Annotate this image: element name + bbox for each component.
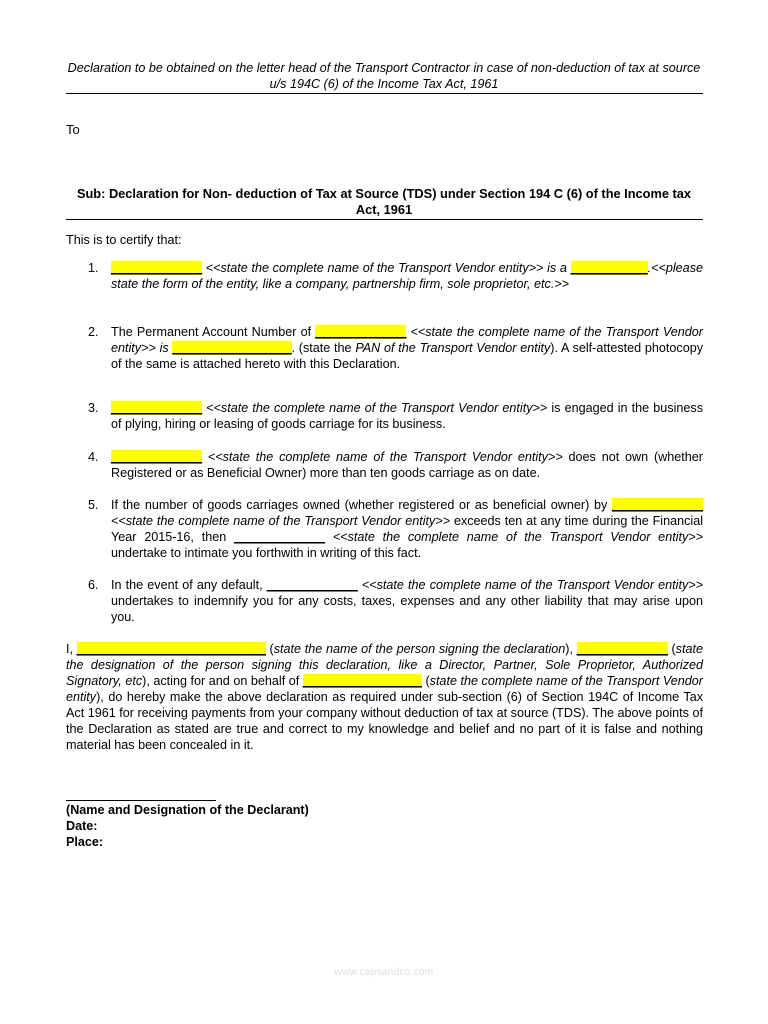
list-item-6 xyxy=(66,578,703,626)
footer-watermark: www.capsandco.com xyxy=(334,967,434,978)
entity-form-blank[interactable]: ___________ xyxy=(570,261,648,275)
item-number: 2. xyxy=(88,325,99,339)
item-text: The Permanent Account Number of xyxy=(111,325,316,339)
declaration-text: ( xyxy=(667,642,676,656)
declaration-text: ), xyxy=(565,642,577,656)
item-number: 5. xyxy=(88,498,99,512)
date-label: Date: xyxy=(66,819,98,833)
list-item-2 xyxy=(66,325,703,373)
entity-name-blank[interactable]: _________________ xyxy=(302,674,422,688)
intro-text: This is to certify that: xyxy=(66,233,182,247)
item-text: undertakes to indemnify you for any costs, taxes, expenses and any other liability that may arise upon you. xyxy=(111,593,703,624)
declaration-paragraph xyxy=(66,641,703,753)
declaration-text: state the designation of the person signing this declaration, like a Director, Partner, Sole Proprietor, Authorized Signatory, etc xyxy=(66,642,703,688)
item-text: .<<please state the form of the entity, like a company, partnership firm, sole proprietor, etc.>> xyxy=(111,261,703,291)
entity-name-blank[interactable]: _____________ xyxy=(315,325,407,339)
subject-divider xyxy=(66,219,703,220)
item-text: <<state the complete name of the Transport Vendor entity>> xyxy=(325,529,703,544)
declaration-text: ), do hereby make the above declaration as required under sub-section (6) of Section 194C of Income Tax Act 1961 for receiving payments from your company without deduction of tax at source (TDS). The above points of the Declaration as stated are true and correct to my knowledge and belief and no part of it is false and nothing material has been concealed in it. xyxy=(66,690,703,752)
declaration-text: state the name of the person signing the declaration xyxy=(273,642,566,656)
item-number: 4. xyxy=(88,450,99,464)
pan-blank[interactable]: _________________ xyxy=(172,340,292,355)
item-text: <<state the complete name of the Transport Vendor entity>> is xyxy=(111,325,703,355)
designation-blank[interactable]: _____________ xyxy=(576,642,668,656)
item-text: exceeds ten at any time during the Financial Year 2015-16, then xyxy=(111,513,703,544)
entity-name-blank[interactable]: _____________ xyxy=(266,578,358,592)
item-text: does not own (whether Registered or as Beneficial Owner) more than ten goods carriage as on date. xyxy=(111,450,703,480)
entity-name-blank[interactable]: _____________ xyxy=(111,261,203,275)
declaration-text: ( xyxy=(421,674,430,688)
subject-heading: Sub: Declaration for Non- deduction of Tax at Source (TDS) under Section 194 C (6) of the Income tax Act, 1961 xyxy=(76,186,692,217)
list-item-5 xyxy=(66,498,703,562)
item-text: <<state the complete name of the Transport Vendor entity>> is a xyxy=(202,261,571,275)
entity-name-blank[interactable]: _____________ xyxy=(111,401,203,415)
item-number: 6. xyxy=(88,578,99,592)
list-item-4 xyxy=(66,450,703,482)
signature-block xyxy=(66,802,309,850)
header-divider xyxy=(66,93,703,94)
entity-name-blank[interactable]: _____________ xyxy=(233,529,326,544)
declaration-text: state the complete name of the Transport Vendor entity xyxy=(66,674,704,704)
item-text: undertake to intimate you forthwith in writing of this fact. xyxy=(111,545,422,560)
declaration-text: ( xyxy=(265,642,274,656)
header-note: Declaration to be obtained on the letter head of the Transport Contractor in case of non-deduction of tax at source u/s 194C (6) of the Income Tax Act, 1961 xyxy=(67,61,701,91)
list-item-3 xyxy=(66,401,703,433)
item-text: ). A self-attested photocopy of the same is attached hereto with this Declaration. xyxy=(111,340,704,371)
entity-name-blank[interactable]: _____________ xyxy=(111,450,203,464)
to-label: To xyxy=(66,122,80,137)
item-text: <<state the complete name of the Transport Vendor entity>> xyxy=(111,513,451,528)
item-text: <<state the complete name of the Transport Vendor entity>> xyxy=(202,401,548,415)
signature-line xyxy=(66,800,216,801)
item-text: PAN of the Transport Vendor entity xyxy=(355,340,551,355)
name-designation-label: (Name and Designation of the Declarant) xyxy=(66,803,309,817)
place-label: Place: xyxy=(66,835,104,849)
declaration-text: ), acting for and on behalf of xyxy=(142,674,303,688)
item-text: <<state the complete name of the Transport Vendor entity>> xyxy=(202,450,563,464)
item-text: In the event of any default, xyxy=(111,578,267,592)
item-text: <<state the complete name of the Transport Vendor entity>> xyxy=(357,578,703,592)
declaration-text: I, xyxy=(66,642,77,656)
signer-name-blank[interactable]: ___________________________ xyxy=(76,642,266,656)
list-item-1 xyxy=(66,261,703,293)
item-text: is engaged in the business of plying, hiring or leasing of goods carriage for its business. xyxy=(111,401,703,431)
item-text: If the number of goods carriages owned (whether registered or as beneficial owner) by xyxy=(111,498,612,512)
item-text: . (state the xyxy=(291,340,356,355)
item-number: 1. xyxy=(88,261,99,275)
item-number: 3. xyxy=(88,401,99,415)
entity-name-blank[interactable]: _____________ xyxy=(611,498,703,512)
